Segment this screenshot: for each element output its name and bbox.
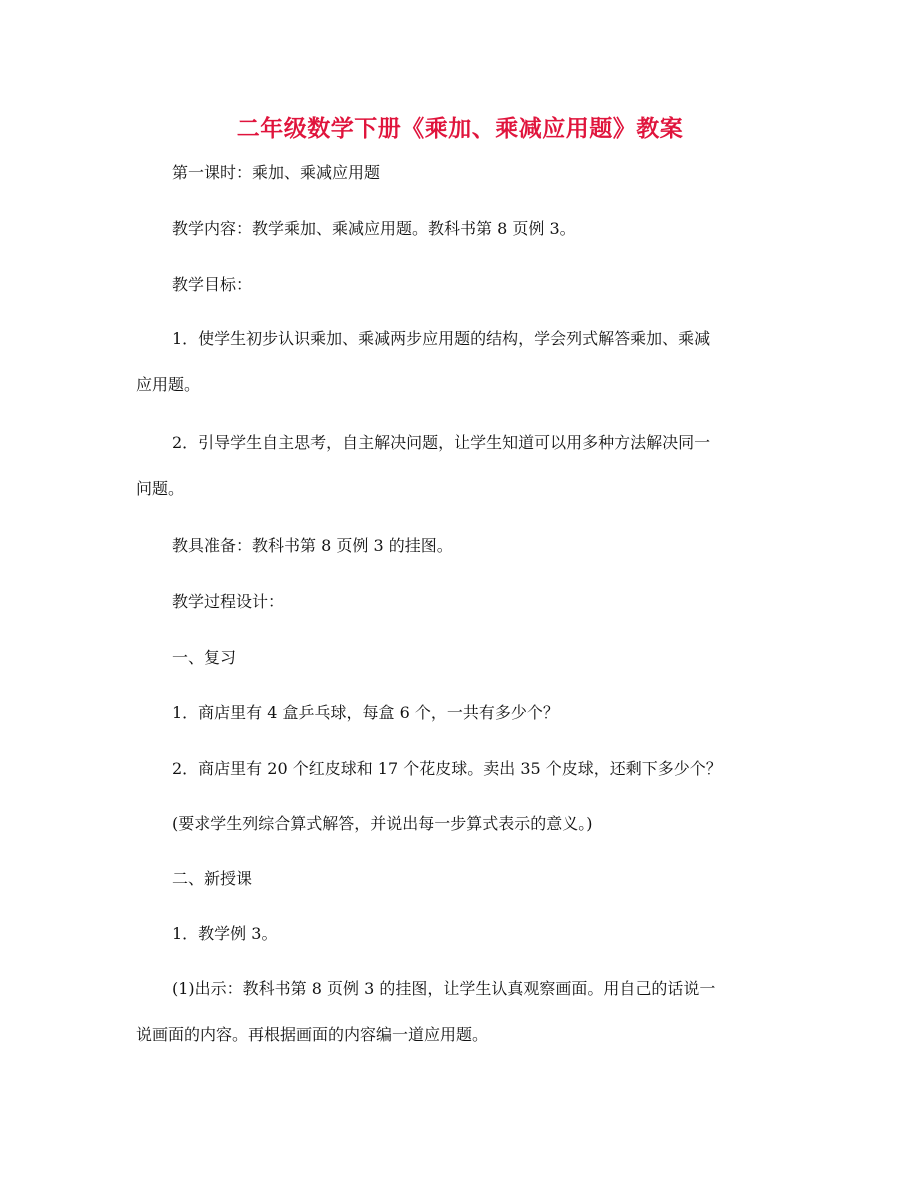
paragraph-example-3 (136, 911, 786, 957)
paragraph-line: 教具准备：教科书第 8 页例 3 的挂图。 (172, 536, 453, 555)
paragraph-line: 教学过程设计： (172, 592, 285, 611)
paragraph-line: 应用题。 (136, 375, 201, 394)
paragraph-line: 1．商店里有 4 盒乒乓球，每盒 6 个，一共有多少个？ (172, 703, 559, 722)
section-new-lesson-heading (136, 856, 786, 902)
section-review-heading (136, 635, 786, 681)
paragraph-example-3-step-1 (136, 966, 786, 1058)
paragraph-line: 2．商店里有 20 个红皮球和 17 个花皮球。卖出 35 个皮球，还剩下多少个？ (172, 759, 722, 778)
paragraph-process-heading (136, 579, 786, 625)
paragraph-review-note (136, 801, 786, 847)
paragraph-line: 说画面的内容。再根据画面的内容编一道应用题。 (136, 1025, 489, 1044)
paragraph-line: 二、新授课 (172, 869, 253, 888)
paragraph-line: 第一课时：乘加、乘减应用题 (172, 163, 381, 182)
paragraph-goals-heading (136, 262, 786, 308)
paragraph-line: 教学内容：教学乘加、乘减应用题。教科书第 8 页例 3。 (172, 219, 576, 238)
paragraph-line: 1．教学例 3。 (172, 924, 278, 943)
paragraph-line: 1．使学生初步认识乘加、乘减两步应用题的结构，学会列式解答乘加、乘减 (172, 329, 711, 348)
paragraph-content (136, 206, 786, 252)
document-title: 二年级数学下册《乘加、乘减应用题》教案 (236, 116, 684, 142)
paragraph-line: 一、复习 (172, 648, 237, 667)
paragraph-review-2 (136, 746, 786, 792)
paragraph-review-1 (136, 690, 786, 736)
paragraph-lesson (136, 150, 786, 196)
paragraph-goal-2 (136, 420, 786, 512)
paragraph-goal-1 (136, 316, 786, 408)
paragraph-line: 2．引导学生自主思考，自主解决问题，让学生知道可以用多种方法解决同一 (172, 433, 711, 452)
paragraph-line: (1)出示：教科书第 8 页例 3 的挂图，让学生认真观察画面。用自己的话说一 (172, 979, 716, 998)
paragraph-materials (136, 523, 786, 569)
paragraph-line: (要求学生列综合算式解答，并说出每一步算式表示的意义。) (172, 814, 593, 833)
paragraph-line: 教学目标： (172, 275, 253, 294)
paragraph-line: 问题。 (136, 479, 185, 498)
